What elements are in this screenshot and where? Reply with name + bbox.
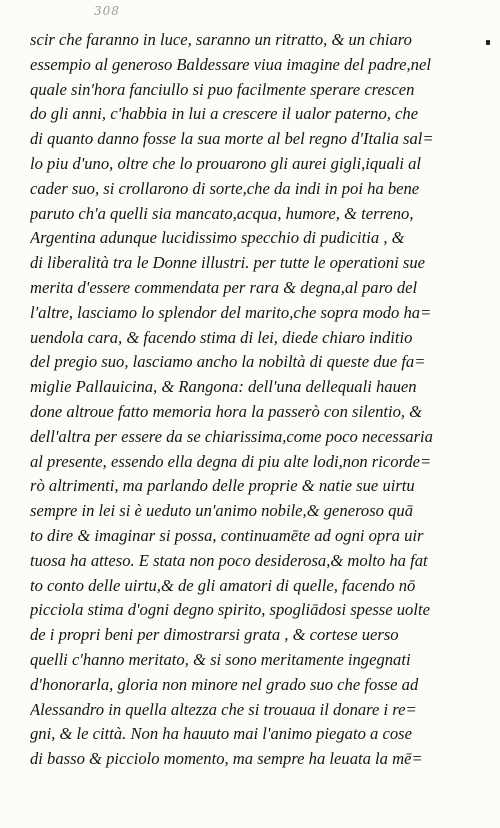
text-line: quale sin'hora fanciullo si puo facilmente sperare crescen xyxy=(30,79,415,99)
text-line: done altroue fatto memoria hora la passerò con silentio, & xyxy=(30,401,423,421)
text-line: rò altrimenti, ma parlando delle proprie & natie sue uirtu xyxy=(30,476,415,496)
text-line: sempre in lei si è ueduto un'animo nobile,& generoso quā xyxy=(30,501,414,521)
page-number: 308 xyxy=(94,4,120,18)
text-line: gni, & le città. Non ha hauuto mai l'animo piegato a cose xyxy=(30,724,412,744)
text-line: to dire & imaginar si possa, continuamēte ad ogni opra uir xyxy=(30,525,424,545)
text-line: merita d'essere commendata per rara & degna,al paro del xyxy=(30,277,418,297)
text-line: picciola stima d'ogni degno spirito, spogliādosi spesse uolte xyxy=(30,600,430,620)
text-line: do gli anni, c'habbia in lui a crescere il ualor paterno, che xyxy=(30,104,419,124)
text-line: quelli c'hanno meritato, & si sono meritamente ingegnati xyxy=(30,649,411,669)
text-line: Argentina adunque lucidissimo specchio di pudicitia , & xyxy=(30,228,405,248)
text-line: Alessandro in quella altezza che si trouaua il donare i re= xyxy=(30,699,417,719)
text-line: de i propri beni per dimostrarsi grata , & cortese uerso xyxy=(30,625,399,645)
text-line: lo piu d'uno, oltre che lo prouarono gli aurei gigli,iquali al xyxy=(30,153,422,173)
text-line: dell'altra per essere da se chiarissima,come poco necessaria xyxy=(30,426,433,446)
text-line: essempio al generoso Baldessare viua imagine del padre,nel xyxy=(30,54,431,74)
text-line: al presente, essendo ella degna di piu alte lodi,non ricorde= xyxy=(30,451,432,471)
text-line: d'honorarla, gloria non minore nel grado suo che fosse ad xyxy=(30,674,419,694)
text-line: paruto ch'a quelli sia mancato,acqua, humore, & terreno, xyxy=(30,203,414,223)
text-line: di quanto danno fosse la sua morte al bel regno d'Italia sal= xyxy=(30,129,434,149)
text-line: uendola cara, & facendo stima di lei, diede chiaro inditio xyxy=(30,327,413,347)
text-line: tuosa ha atteso. E stata non poco desiderosa,& molto ha fat xyxy=(30,550,428,570)
text-line: cader suo, si crollarono di sorte,che da indi in poi ha bene xyxy=(30,178,420,198)
text-line: del pregio suo, lasciamo ancho la nobiltà di queste due fa= xyxy=(30,352,426,372)
text-line: miglie Pallauicina, & Rangona: dell'una dellequali hauen xyxy=(30,377,417,397)
text-line: di liberalità tra le Donne illustri. per tutte le operationi sue xyxy=(30,253,425,273)
text-line: to conto delle uirtu,& de gli amatori di quelle, facendo nō xyxy=(30,575,416,595)
text-line: di basso & picciolo momento, ma sempre ha leuata la mē= xyxy=(30,749,423,769)
text-line: l'altre, lasciamo lo splendor del marito,che sopra modo ha= xyxy=(30,302,432,322)
body-text xyxy=(30,28,468,772)
text-line: scir che faranno in luce, saranno un ritratto, & un chiaro xyxy=(30,30,412,49)
ink-mark xyxy=(486,40,490,45)
